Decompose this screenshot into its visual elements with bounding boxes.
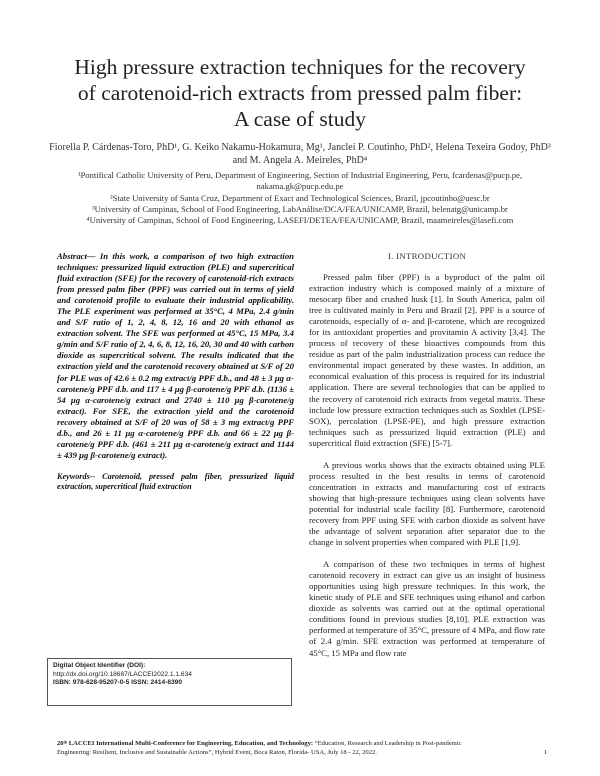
- page-number: 1: [543, 748, 547, 756]
- author-line: Fiorella P. Cárdenas-Toro, PhD¹, G. Keiko Nakamu-Hokamura, Mg¹, Janclei P. Coutinho, PhD², Helena Texeira Godoy, PhD³: [49, 142, 551, 153]
- footer-line-2: Engineering: Resilient, Inclusive and Sustainable Actions”, Hybrid Event, Boca Raton, Florida- USA, July 18 - 22, 2022.: [57, 748, 377, 756]
- intro-paragraph: A comparison of these two techniques in terms of highest carotenoid recovery in extract can give us an insight of business opportunities using high pressure techniques. In this work, the kinetic study of PLE and SFE techniques using ethanol and carbon dioxide as solvents was carried out at the optimal operational conditions found in previous studies [8,10]. PLE extraction was performed at temperature of 35°C, pressure of 4 MPa, and flow rate of 2.4 g/min. SFE extraction was performed at temperature of 45°C, 15 MPa and flow rate: [309, 559, 545, 658]
- affiliation-list: [40, 170, 560, 226]
- affiliation-line: ¹Pontifical Catholic University of Peru, Department of Engineering, Section of Industrial Engineering, Peru, fcardenas@pucp.pe,: [77, 170, 523, 180]
- isbn-issn: ISBN: 978-628-95207-0-5 ISSN: 2414-6390: [53, 679, 183, 687]
- title-line: of carotenoid-rich extracts from pressed palm fiber:: [77, 81, 523, 105]
- section-heading: I. INTRODUCTION: [387, 251, 467, 261]
- keywords: Keywords-- Carotenoid, pressed palm fiber, pressurized liquid extraction, supercritical fluid extraction: [57, 471, 294, 492]
- conference-theme: “Education, Research and Leadership in Post-pandemic: [313, 740, 462, 747]
- doi-link[interactable]: http://dx.doi.org/10.18687/LACCEI2022.1.1.634: [53, 670, 192, 678]
- affiliation-line: nakama.gk@pucp.edu.pe: [256, 181, 344, 192]
- left-column: [57, 251, 294, 493]
- affiliation-line: ⁴University of Campinas, School of Food Engineering, LASEFI/DETEA/FEA/UNICAMP, Brazil, maameireles@lasefi.com: [86, 215, 514, 226]
- title-line: High pressure extraction techniques for the recovery: [74, 55, 526, 79]
- author-list: [40, 142, 560, 167]
- page-footer: [57, 740, 547, 757]
- title-line: A case of study: [234, 107, 366, 131]
- doi-label: Digital Object Identifier (DOI):: [53, 662, 146, 669]
- affiliation-line: ²State University of Santa Cruz, Department of Exact and Technological Sciences, Brazil, jpcoutinho@uesc.br: [110, 192, 490, 203]
- footer-line-1: [57, 740, 547, 749]
- intro-paragraph: A previous works shows that the extracts obtained using PLE process resulted in the best results in terms of carotenoid concentration in extracts and manufacturing cost of extracts showing that high-pressure techniques using clean solvents have potential for industrial scale facility [8]. Furthermore, carotenoid recovery from PPF using SFE with carbon dioxide as solvent have the advantage of solvent separation after separator due to the change in solvent properties when compared with PLE [1,9].: [309, 459, 545, 548]
- conference-name: 20ᵗʰ LACCEI International Multi-Conference for Engineering, Education, and Technology:: [57, 740, 314, 747]
- abstract: Abstract— In this work, a comparison of two high extraction techniques: pressurized liquid extraction (PLE) and supercritical fluid extraction (SFE) for the recovery of carotenoid-rich extracts from pressed palm fiber (PPF) was carried out in terms of yield and carotenoid profile to evaluate their industrial applicability. The PLE experiment was performed at 35°C, 4 MPa, 2.4 g/min and S/F ratio of 1, 2, 4, 8, 12, 16 and 20 with ethanol as extraction solvent. The SFE was performed at 45°C, 15 MPa, 3.4 g/min and S/F ratio of 2, 4, 6, 8, 12, 16, 20, 30 and 40 with carbon dioxide as supercritical solvent. The results indicated that the extraction yield and the carotenoid recovery obtained at S/F of 20 for PLE was of 42.6 ± 0.2 mg extract/g PPF d.b., and 48 ± 3 μg α-carotene/g PPF d.b. and 117 ± 4 μg β-carotene/g PPF d.b. (1136 ± 54 μg α-carotene/g extract and 2740 ± 110 μg β-carotene/g extract). For SFE, the extraction yield and the carotenoid recovery obtained at S/F of 20 was of 58 ± 3 mg extract/g PPF d.b., and 26 ± 11 μg α-carotene/g PPF d.b. and 66 ± 22 μg β-carotene/g PPF d.b. (461 ± 211 μg α-carotene/g extract and 1144 ± 439 μg β-carotene/g extract).: [57, 251, 294, 460]
- doi-box: [47, 658, 292, 706]
- paper-title: [40, 54, 560, 132]
- affiliation-line: ³University of Campinas, School of Food Engineering, LabAnálise/DCA/FEA/UNICAMP, Brazil, helenatg@unicamp.br: [92, 203, 508, 214]
- intro-paragraph: Pressed palm fiber (PPF) is a byproduct of the palm oil extraction industry which is composed mainly of a mixture of mesocarp fiber and crushed husk [1]. In South America, palm oil tree is cultivated mainly in Peru and Brazil [2]. PPF is a source of carotenoids, especially of α- and β-carotene, which are recognized for its antioxidant properties and provitamin A activity [3,4]. The process of recovery of these bioactives compounds from this residue as part of the palm industrialization process can reduce the environmental impact generated by these wastes. In addition, an economical evaluation of this process is required for its industrial application. There are several technologies that can be applied to the recovery of carotenoid rich extracts from vegetal matrix. These include low pressure extraction techniques such as Soxhlet (LPSE-SOX), percolation (LPSE-PE), and high pressure extraction techniques such as pressurized liquid extraction (PLE) and supercritical fluid extraction (SFE) [5-7].: [309, 272, 545, 448]
- right-column: [309, 251, 545, 670]
- author-line: and M. Angela A. Meireles, PhD⁴: [232, 154, 368, 166]
